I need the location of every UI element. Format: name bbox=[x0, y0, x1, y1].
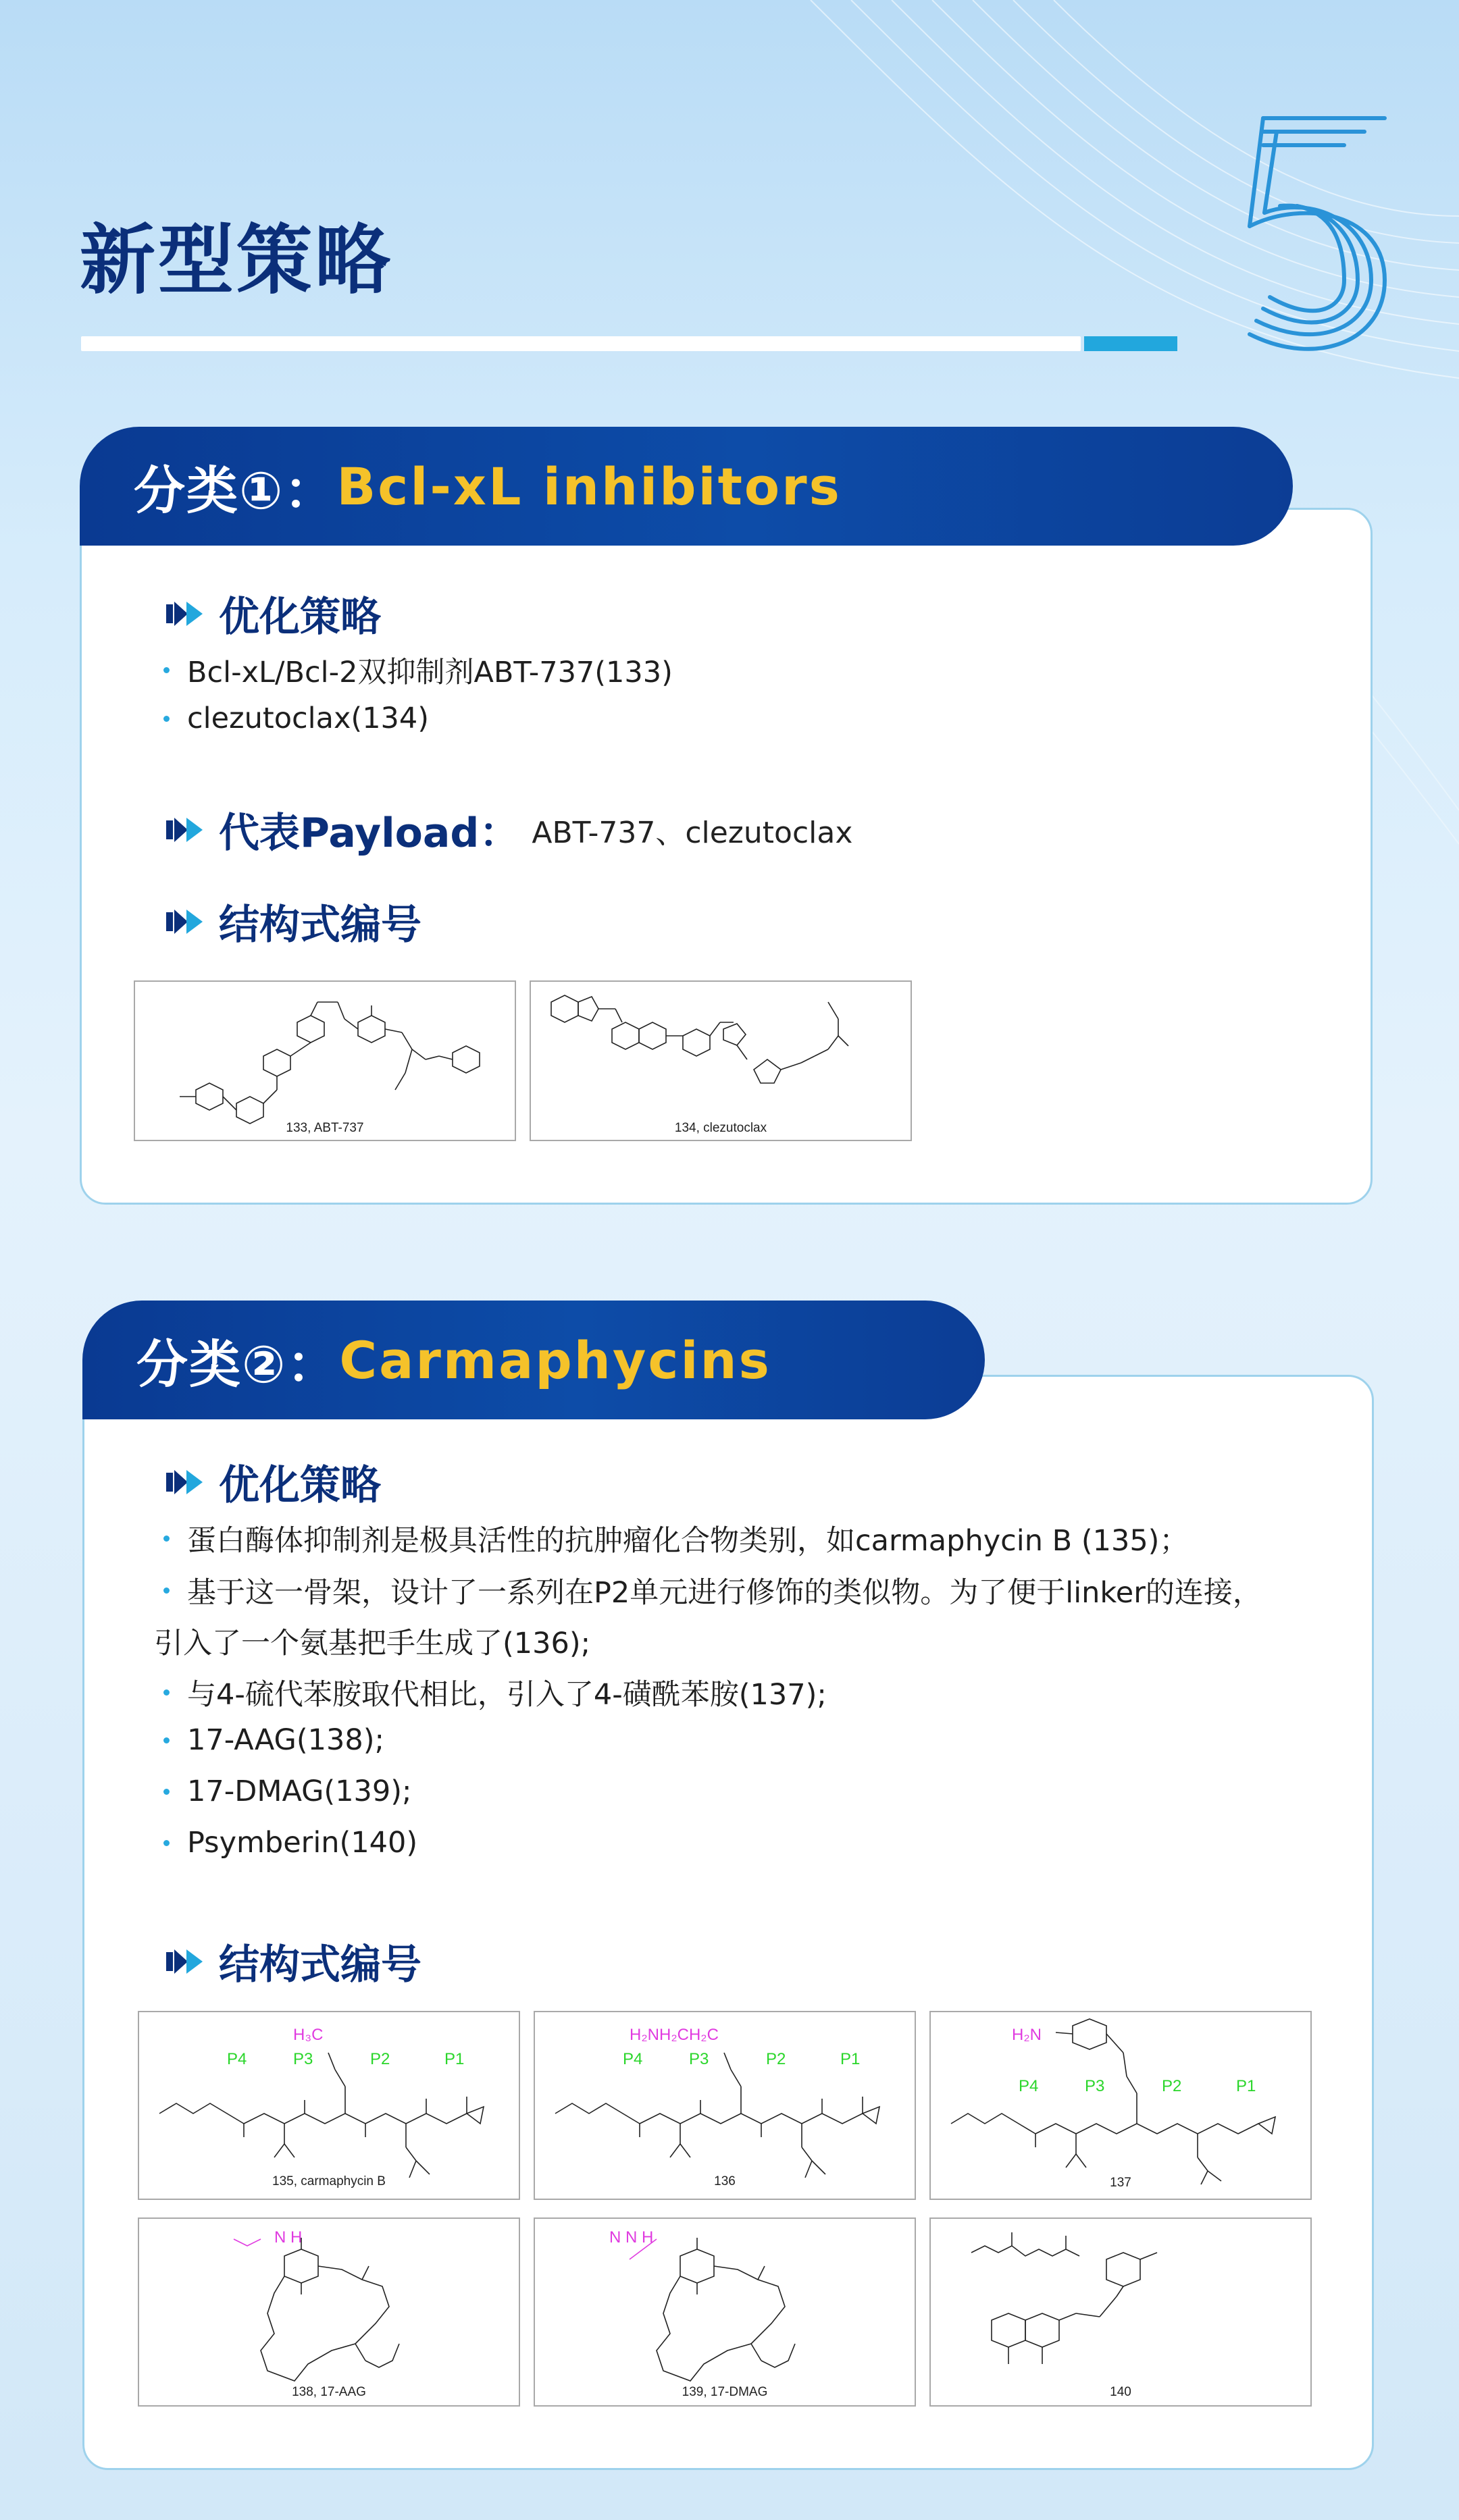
class2-optimization-heading bbox=[165, 1453, 381, 1511]
structure-caption: 138, 17-AAG bbox=[292, 2385, 366, 2399]
molecule-drawing bbox=[931, 2219, 1313, 2408]
number-five-decoration bbox=[1223, 111, 1398, 368]
molecule-drawing bbox=[531, 982, 913, 1143]
structure-caption: 135, carmaphycin B bbox=[272, 2174, 386, 2188]
double-arrow-icon bbox=[165, 1947, 207, 1976]
class2-bullet: 基于这一骨架，设计了一系列在P2单元进行修饰的类似物。为了便于linker的连接， bbox=[163, 1570, 1262, 1611]
class2-structure-title: 结构式编号 bbox=[219, 1941, 421, 1989]
class1-payload-title: 代表Payload： bbox=[219, 810, 520, 857]
class1-structure-title: 结构式编号 bbox=[219, 901, 421, 949]
class2-name: Carmaphycins bbox=[339, 1330, 771, 1390]
molecule-drawing bbox=[535, 2219, 917, 2408]
class2-prefix: 分类②： bbox=[136, 1334, 340, 1394]
class2-bullet: 与4-硫代苯胺取代相比，引入了4-磺酰苯胺(137); bbox=[163, 1672, 827, 1713]
molecule-drawing bbox=[535, 2012, 917, 2201]
structure-139: N N H 139, 17-DMAG bbox=[534, 2217, 916, 2407]
class1-optimization-heading bbox=[165, 585, 381, 643]
class2-bullet: 17-DMAG(139); bbox=[163, 1775, 412, 1808]
structure-caption: 137 bbox=[1110, 2176, 1131, 2190]
structure-134 bbox=[530, 980, 912, 1141]
double-arrow-icon bbox=[165, 815, 207, 845]
structure-caption: 136 bbox=[714, 2174, 736, 2188]
molecule-drawing bbox=[139, 2219, 521, 2408]
structure-caption: 140 bbox=[1110, 2385, 1131, 2399]
structure-caption: 134, clezutoclax bbox=[674, 1121, 767, 1135]
title-underline-accent bbox=[1084, 336, 1177, 351]
class2-bullet: Psymberin(140) bbox=[163, 1826, 417, 1860]
class1-optimization-title: 优化策略 bbox=[219, 594, 381, 641]
molecule-drawing bbox=[139, 2012, 521, 2201]
class2-bullet: 17-AAG(138); bbox=[163, 1723, 384, 1757]
class1-banner bbox=[80, 427, 1293, 546]
class1-prefix: 分类①： bbox=[134, 460, 337, 521]
structure-135: H₃C P4 P3 P2 P1 135, carmaphycin B bbox=[138, 2011, 520, 2200]
class2-structure-heading bbox=[165, 1933, 421, 1991]
double-arrow-icon bbox=[165, 907, 207, 937]
class1-structure-heading bbox=[165, 893, 421, 951]
class2-bullet-continuation: 引入了一个氨基把手生成了(136); bbox=[154, 1627, 591, 1660]
class2-optimization-title: 优化策略 bbox=[219, 1462, 381, 1509]
class1-bullet: clezutoclax(134) bbox=[163, 702, 429, 735]
class1-payload-heading bbox=[165, 801, 852, 859]
page-title: 新型策略 bbox=[80, 217, 393, 305]
structure-caption: 139, 17-DMAG bbox=[682, 2385, 768, 2399]
structure-140 bbox=[929, 2217, 1312, 2407]
structure-caption: 133, ABT-737 bbox=[286, 1121, 364, 1135]
class2-bullet: 蛋白酶体抑制剂是极具活性的抗肿瘤化合物类别，如carmaphycin B (135)； bbox=[163, 1518, 1188, 1559]
double-arrow-icon bbox=[165, 599, 207, 629]
structure-138: N H 138, 17-AAG bbox=[138, 2217, 520, 2407]
title-underline bbox=[81, 336, 1081, 351]
class1-bullet: Bcl-xL/Bcl-2双抑制剂ABT-737(133) bbox=[163, 650, 673, 691]
molecule-drawing bbox=[135, 982, 517, 1143]
structure-136: H₂NH₂CH₂C P4 P3 P2 P1 136 bbox=[534, 2011, 916, 2200]
structure-133 bbox=[134, 980, 516, 1141]
molecule-drawing bbox=[931, 2012, 1313, 2201]
class1-payload-value: ABT-737、clezutoclax bbox=[532, 816, 853, 850]
class1-name: Bcl-xL inhibitors bbox=[336, 456, 842, 517]
structure-137: H₂N P4 P3 P2 P1 137 bbox=[929, 2011, 1312, 2200]
double-arrow-icon bbox=[165, 1467, 207, 1497]
class2-banner bbox=[82, 1301, 985, 1419]
